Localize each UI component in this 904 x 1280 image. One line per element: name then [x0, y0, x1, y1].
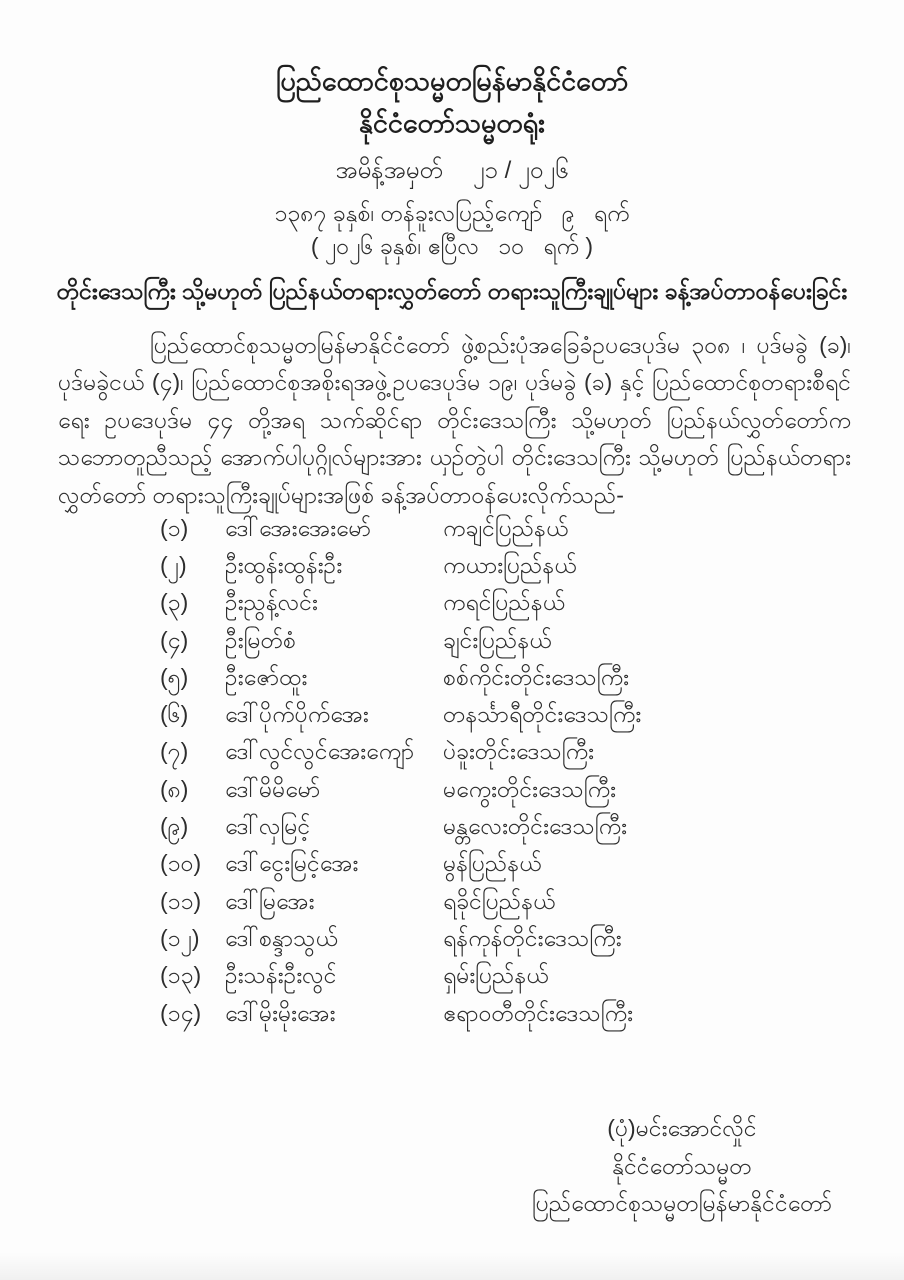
appointee-region: စစ်ကိုင်းတိုင်းဒေသကြီး — [443, 663, 629, 690]
appointee-name: ဒေါ်မိုးမိုးအေး — [225, 999, 336, 1026]
appointee-region: မွန်ပြည်နယ် — [443, 850, 542, 877]
appointee-name: ဦးဇော်ထူး — [225, 663, 308, 690]
appointee-name: ဦးထွန်းထွန်းဦး — [225, 551, 343, 578]
appointee-number: (၁၄) — [160, 999, 202, 1026]
appointee-name: ဒေါ်မြအေး — [225, 887, 315, 914]
order-body-paragraph: ပြည်ထောင်စုသမ္မတမြန်မာနိုင်ငံတော် ဖွဲ့စည်းပုံအခြေခံဥပဒေပုဒ်မ ၃၀၈ ၊ ပုဒ်မခွဲ (ခ)၊ ပုဒ်မခွဲငယ် (၄)၊ ပြည်ထောင်စုအစိုးရအဖွဲ့ဥပဒေပုဒ်မ ၁၉၊ ပုဒ်မခွဲ (ခ) နှင့် ပြည်ထောင်စုတရားစီရင်ရေး ဥပဒေပုဒ်မ ၄၄ တို့အရ သက်ဆိုင်ရာ တိုင်းဒေသကြီး သို့မဟုတ် ပြည်နယ်လွှတ်တော်က သဘောတူညီသည့် အောက်ပါပုဂ္ဂိုလ်များအား ယှဉ်တွဲပါ တိုင်းဒေသကြီး သို့မဟုတ် ပြည်နယ်တရားလွှတ်တော် တရားသူကြီးချုပ်များအဖြစ် ခန့်အပ်တာဝန်ပေးလိုက်သည်- — [58, 332, 851, 508]
appointee-number: (၁၀) — [160, 850, 202, 877]
appointee-region: တနင်္သာရီတိုင်းဒေသကြီး — [443, 701, 642, 728]
appointee-number: (၁၂) — [160, 924, 200, 951]
appointee-number: (၅) — [160, 663, 189, 690]
document-office-title: နိုင်ငံတော်သမ္မတရုံး — [358, 108, 546, 138]
appointee-row — [160, 848, 864, 885]
appointee-number: (၂) — [160, 551, 187, 578]
appointee-name: ဒေါ်ငွေးမြင့်အေး — [225, 850, 359, 877]
appointee-row — [160, 736, 864, 773]
appointee-region: ကရင်ပြည်နယ် — [443, 589, 565, 616]
appointee-region: ရန်ကုန်တိုင်းဒေသကြီး — [443, 924, 622, 951]
appointee-name: ဦးသန်းဦးလွင် — [225, 962, 337, 989]
appointee-number: (၄) — [160, 626, 189, 653]
order-number-line — [0, 154, 904, 190]
appointee-row — [160, 922, 864, 959]
order-number-label: အမိန့်အမှတ် — [335, 157, 443, 184]
appointee-name: ဒေါ်လှမြင့် — [225, 813, 311, 840]
appointee-name: ဒေါ်ပိုက်ပိုက်အေး — [225, 701, 369, 728]
appointee-row — [160, 773, 864, 810]
appointee-row — [160, 698, 864, 735]
appointee-list — [160, 512, 864, 1034]
appointee-row — [160, 624, 864, 661]
appointee-region: ကယားပြည်နယ် — [443, 551, 577, 578]
date-myanmar-calendar: ၁၃၈၇ ခုနှစ်၊ တန်ခူးလပြည့်ကျော် ၉ ရက် — [274, 200, 630, 226]
scan-shadow — [0, 1252, 904, 1280]
appointee-region: ပဲခူးတိုင်းဒေသကြီး — [443, 738, 594, 765]
signature-org: ပြည်ထောင်စုသမ္မတမြန်မာနိုင်ငံတော် — [531, 1190, 833, 1216]
appointee-number: (၇) — [160, 738, 189, 765]
appointee-row — [160, 549, 864, 586]
appointee-number: (၆) — [160, 701, 189, 728]
appointee-row — [160, 661, 864, 698]
appointee-region: မန္တလေးတိုင်းဒေသကြီး — [443, 813, 627, 840]
signature-title: နိုင်ငံတော်သမ္မတ — [612, 1152, 752, 1179]
appointee-number: (၁၁) — [160, 887, 202, 914]
document-country-title: ပြည်ထောင်စုသမ္မတမြန်မာနိုင်ငံတော် — [275, 66, 629, 96]
signature-block — [502, 1110, 862, 1223]
date-gregorian-calendar: ( ၂၀၂၆ ခုနှစ်၊ ဧပြီလ ၁၀ ရက် ) — [310, 233, 594, 259]
appointee-region: ကချင်ပြည်နယ် — [443, 514, 569, 541]
appointee-row — [160, 885, 864, 922]
appointee-region: ချင်းပြည်နယ် — [443, 626, 552, 653]
appointee-row — [160, 512, 864, 549]
appointee-region: ရခိုင်ပြည်နယ် — [443, 887, 556, 914]
appointee-region: ဧရာဝတီတိုင်းဒေသကြီး — [443, 999, 633, 1026]
appointee-row — [160, 997, 864, 1034]
appointee-number: (၁) — [160, 514, 189, 541]
appointee-row — [160, 810, 864, 847]
appointee-name: ဒေါ်လွင်လွင်အေးကျော် — [225, 738, 415, 765]
signature-signed-name: (ပုံ)မင်းအောင်လှိုင် — [607, 1115, 757, 1141]
appointee-number: (၁၃) — [160, 962, 202, 989]
appointee-number: (၉) — [160, 813, 189, 840]
appointee-name: ဒေါ်မိမိမော် — [225, 775, 321, 802]
appointee-region: ရှမ်းပြည်နယ် — [443, 962, 549, 989]
order-subject-heading: တိုင်းဒေသကြီး သို့မဟုတ် ပြည်နယ်တရားလွှတ်တော် တရားသူကြီးချုပ်များ ခန့်အပ်တာဝန်ပေးခြင်း — [56, 278, 848, 304]
appointee-name: ဦးညွန့်လင်း — [225, 589, 318, 616]
appointee-name: ဒေါ်စန္ဒာသွယ် — [225, 924, 338, 951]
appointee-name: ဒေါ်အေးအေးမော် — [225, 514, 372, 541]
appointee-row — [160, 587, 864, 624]
order-number-value: ၂၁ / ၂၀၂၆ — [472, 157, 569, 184]
appointee-name: ဦးမြတ်စံ — [225, 626, 296, 653]
appointee-region: မကွေးတိုင်းဒေသကြီး — [443, 775, 616, 802]
appointee-number: (၈) — [160, 775, 189, 802]
appointee-row — [160, 960, 864, 997]
appointee-number: (၃) — [160, 589, 189, 616]
